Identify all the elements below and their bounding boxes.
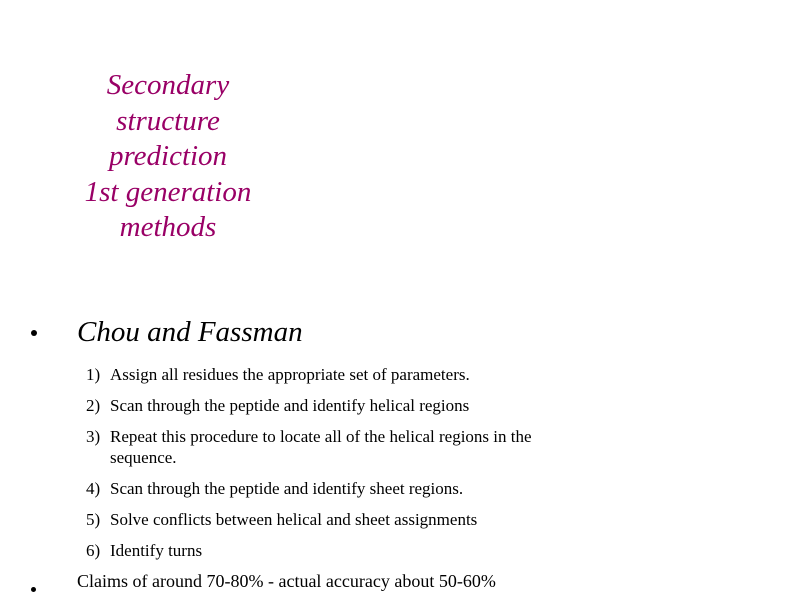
bullet-claims-text: Claims of around 70-80% - actual accuracy about 50-60% [77, 571, 496, 591]
slide-title [60, 68, 276, 246]
title-line: Secondary [106, 69, 230, 101]
step-text: Identify turns [110, 541, 203, 560]
step-item [86, 364, 470, 385]
title-line: methods [119, 211, 217, 243]
step-item [86, 426, 532, 468]
bullet-main-heading: Chou and Fassman [77, 316, 303, 348]
step-item [86, 395, 469, 416]
title-line: structure [116, 104, 220, 137]
title-line: prediction [108, 140, 228, 172]
step-text: Scan through the peptide and identify sheet regions. [110, 479, 464, 498]
step-item [86, 509, 477, 530]
title-line: 1st generation [84, 175, 252, 208]
step-text: Solve conflicts between helical and sheet assignments [110, 510, 478, 529]
step-number: 3) [86, 427, 101, 446]
step-item [86, 540, 202, 561]
step-number: 2) [86, 396, 101, 415]
step-text: Repeat this procedure to locate all of the helical regions in the [110, 427, 532, 446]
step-number: 4) [86, 479, 101, 498]
step-text-continued: sequence. [110, 448, 177, 467]
bullet-icon [31, 587, 36, 592]
step-text: Scan through the peptide and identify helical regions [110, 396, 470, 415]
step-number: 5) [86, 510, 101, 529]
step-number: 1) [86, 365, 101, 384]
step-item [86, 478, 463, 499]
step-text: Assign all residues the appropriate set of parameters. [110, 365, 470, 384]
step-number: 6) [86, 541, 101, 560]
bullet-icon [31, 330, 37, 336]
